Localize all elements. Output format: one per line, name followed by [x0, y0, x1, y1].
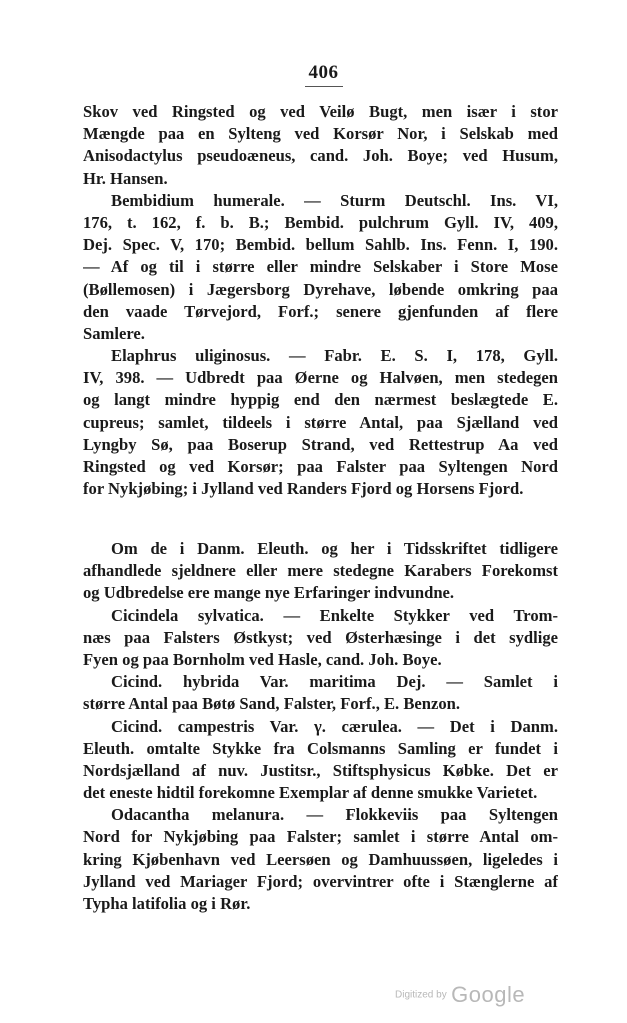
page-number-text: 406 [305, 62, 343, 87]
text-line: Jylland ved Mariager Fjord; overvintrer ofte i Stænglerne af [83, 871, 558, 891]
text-line: IV, 398. — Udbredt paa Øerne og Halvøen, men stedegen [83, 368, 558, 388]
text-line: afhandlede sjeldnere eller mere stedegne Karabers Forekomst [83, 561, 558, 581]
text-line: Fyen og paa Bornholm ved Hasle, cand. Joh. Boye. [83, 649, 442, 669]
section-one [83, 101, 558, 500]
text-line: kring Kjøbenhavn ved Leersøen og Damhuussøen, ligeledes i [83, 849, 558, 869]
text-line: 176, t. 162, f. b. B.; Bembid. pulchrum Gyll. IV, 409, [83, 212, 558, 232]
text-line: Samlere. [83, 323, 145, 343]
text-line: større Antal paa Bøtø Sand, Falster, Forf., E. Benzon. [83, 694, 461, 714]
text-line: Hr. Hansen. [83, 168, 168, 188]
text-line: Mængde paa en Sylteng ved Korsør Nor, i Selskab med [83, 124, 558, 144]
text-line: Dej. Spec. V, 170; Bembid. bellum Sahlb. Ins. Fenn. I, 190. [83, 235, 558, 255]
species-heading-line: Bembidium humerale. — Sturm Deutschl. Ins. VI, [111, 190, 558, 210]
text-line: (Bøllemosen) i Jægersborg Dyrehave, løbende omkring paa [83, 279, 558, 299]
text-line: for Nykjøbing; i Jylland ved Randers Fjord og Horsens Fjord. [83, 479, 524, 499]
watermark-prefix: Digitized by [395, 989, 447, 1001]
species-heading-line: Cicind. hybrida Var. maritima Dej. — Samlet i [111, 672, 558, 692]
text-line: den vaade Tørvejord, Forf.; senere gjenfunden af flere [83, 301, 558, 321]
digitization-watermark [395, 982, 525, 1008]
species-heading-line: Odacantha melanura. — Flokkeviis paa Syltengen [111, 805, 558, 825]
text-line: — Af og til i større eller mindre Selskaber i Store Mose [83, 257, 558, 277]
text-line: det eneste hidtil forekomne Exemplar af denne smukke Varietet. [83, 783, 538, 803]
text-line: og Udbredelse ere mange nye Erfaringer indvundne. [83, 583, 455, 603]
species-heading-line: Elaphrus uliginosus. — Fabr. E. S. I, 178, Gyll. [111, 346, 558, 366]
watermark-brand: Google [451, 982, 526, 1007]
text-line: Skov ved Ringsted og ved Veilø Bugt, men især i stor [83, 102, 558, 121]
text-line: Eleuth. omtalte Stykke fra Colsmanns Samling er fundet i [83, 738, 558, 758]
page-number [0, 62, 627, 87]
text-line: næs paa Falsters Østkyst; ved Østerhæsinge i det sydlige [83, 627, 558, 647]
text-line: Anisodactylus pseudoæneus, cand. Joh. Boye; ved Husum, [83, 146, 558, 166]
text-line: og langt mindre hyppig end den nærmest beslægtede E. [83, 390, 558, 410]
text-line: Om de i Danm. Eleuth. og her i Tidsskriftet tidligere [111, 539, 558, 558]
species-heading-line: Cicind. campestris Var. γ. cærulea. — Det i Danm. [111, 716, 558, 736]
text-line: Typha latifolia og i Rør. [83, 894, 251, 913]
text-line: cupreus; samlet, tildeels i større Antal, paa Sjælland ved [83, 412, 558, 432]
text-line: Ringsted og ved Korsør; paa Falster paa Syltengen Nord [83, 457, 558, 476]
section-two [83, 538, 558, 915]
text-line: Lyngby Sø, paa Boserup Strand, ved Rettestrup Aa ved [83, 434, 558, 454]
text-line: Nord for Nykjøbing paa Falster; samlet i større Antal om- [83, 827, 558, 847]
text-line: Nordsjælland af nuv. Justitsr., Stiftsphysicus Købke. Det er [83, 760, 558, 780]
species-heading-line: Cicindela sylvatica. — Enkelte Stykker ved Trom- [111, 605, 558, 625]
